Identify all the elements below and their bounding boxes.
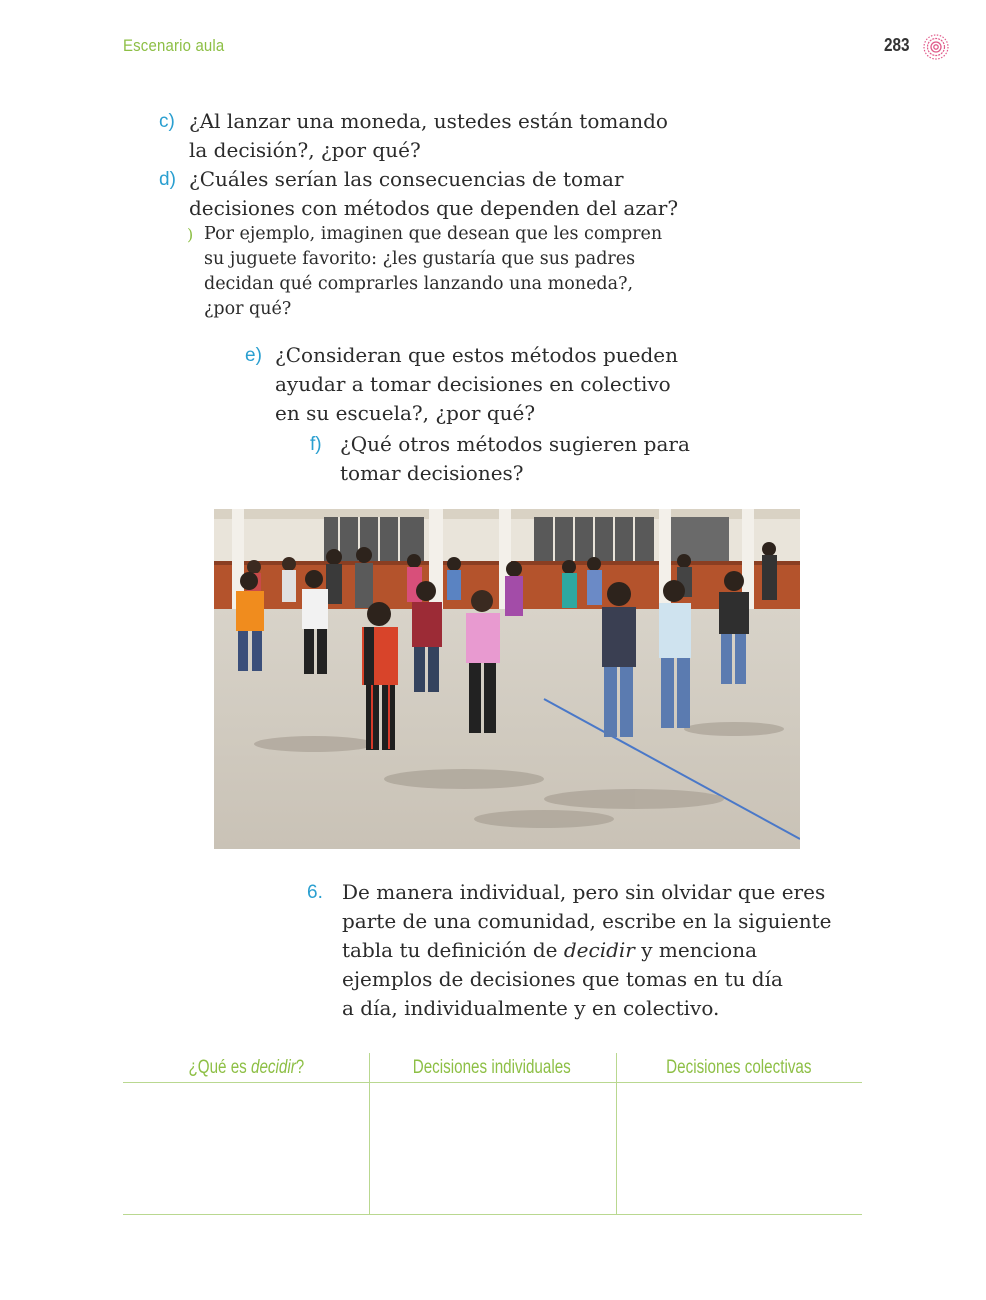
- question-c: [159, 107, 668, 165]
- answer-cell-collective[interactable]: [617, 1083, 862, 1214]
- question-text: la decisión?, ¿por qué?: [189, 138, 421, 162]
- answer-cell-individual[interactable]: [370, 1083, 616, 1214]
- example-note: [187, 222, 663, 322]
- activity-text: a día, individualmente y en colectivo.: [342, 996, 720, 1020]
- bullet-mark: ): [187, 225, 194, 244]
- answer-cell-definition[interactable]: [123, 1083, 369, 1214]
- question-letter: c): [159, 111, 175, 132]
- activity-6: [307, 878, 832, 1023]
- activity-text: ejemplos de decisiones que tomas en tu día: [342, 967, 783, 991]
- question-f: [310, 430, 690, 488]
- question-text: decisiones con métodos que dependen del azar?: [189, 196, 679, 220]
- question-e: [245, 341, 679, 428]
- activity-text: tabla tu definición de decidir y menciona: [342, 938, 757, 962]
- activity-number: 6.: [307, 882, 323, 903]
- table-bottom-border: [123, 1214, 862, 1215]
- column-header-collective: Decisiones colectivas: [666, 1057, 812, 1078]
- concentric-circles-ornament-icon: [922, 33, 950, 61]
- question-text: ¿Cuáles serían las consecuencias de tomar: [189, 167, 624, 191]
- question-text: ¿Al lanzar una moneda, ustedes están tomando: [189, 109, 668, 133]
- note-text: Por ejemplo, imaginen que desean que les compren: [204, 224, 663, 244]
- note-text: decidan qué comprarles lanzando una moneda?,: [204, 274, 634, 294]
- question-d: [159, 165, 679, 223]
- column-header-what-is-decide: ¿Qué es decidir?: [188, 1057, 304, 1078]
- question-letter: d): [159, 169, 176, 190]
- question-text: en su escuela?, ¿por qué?: [275, 401, 536, 425]
- note-text: su juguete favorito: ¿les gustaría que sus padres: [204, 249, 636, 269]
- section-title: Escenario aula: [123, 36, 225, 55]
- question-letter: e): [245, 345, 262, 366]
- question-letter: f): [310, 434, 322, 455]
- schoolyard-illustration: [214, 509, 800, 849]
- question-text: ¿Qué otros métodos sugieren para: [340, 432, 690, 456]
- note-text: ¿por qué?: [204, 299, 292, 319]
- decisions-table: [123, 1053, 862, 1215]
- page-number: 283: [884, 35, 910, 55]
- column-header-individual: Decisiones individuales: [413, 1057, 571, 1078]
- activity-text: De manera individual, pero sin olvidar que eres: [342, 880, 826, 904]
- question-text: tomar decisiones?: [340, 461, 524, 485]
- question-text: ¿Consideran que estos métodos pueden: [275, 343, 679, 367]
- activity-text: parte de una comunidad, escribe en la siguiente: [342, 909, 832, 933]
- schoolyard-photo: [214, 509, 800, 849]
- question-text: ayudar a tomar decisiones en colectivo: [275, 372, 671, 396]
